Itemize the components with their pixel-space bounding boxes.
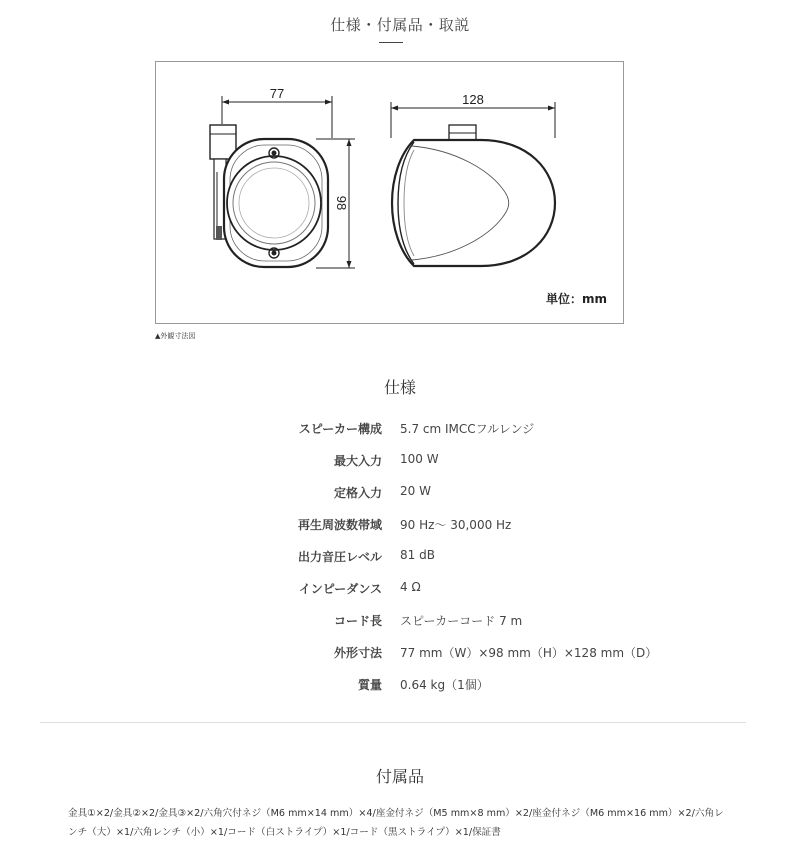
spec-row bbox=[0, 516, 800, 536]
spec-label: スピーカー構成 bbox=[298, 422, 382, 436]
spec-label: 出力音圧レベル bbox=[297, 550, 382, 564]
spec-row bbox=[0, 644, 800, 664]
spec-label: 外形寸法 bbox=[333, 646, 382, 660]
spec-label: 質量 bbox=[357, 678, 382, 692]
spec-value: 90 Hz～ 30,000 Hz bbox=[400, 518, 512, 532]
spec-label: 再生周波数帯域 bbox=[297, 518, 382, 532]
spec-row bbox=[0, 676, 800, 696]
spec-row bbox=[0, 580, 800, 600]
dimension-width-label: 77 bbox=[269, 86, 285, 101]
spec-row bbox=[0, 548, 800, 568]
spec-value: スピーカーコード 7 m bbox=[400, 614, 523, 628]
spec-label: 定格入力 bbox=[333, 486, 382, 500]
front-view bbox=[210, 96, 355, 268]
spec-value: 5.7 cm IMCCフルレンジ bbox=[400, 422, 535, 436]
side-view bbox=[391, 102, 555, 266]
spec-value: 100 W bbox=[400, 452, 439, 466]
dimension-drawing-svg bbox=[156, 62, 623, 323]
spec-value: 77 mm（W）×98 mm（H）×128 mm（D） bbox=[400, 646, 658, 660]
unit-label: 単位：mm bbox=[545, 292, 607, 306]
spec-row bbox=[0, 420, 800, 440]
spec-label: 最大入力 bbox=[333, 454, 382, 468]
spec-label: インピーダンス bbox=[298, 582, 382, 596]
dimension-drawing bbox=[155, 61, 624, 324]
spec-value: 81 dB bbox=[400, 548, 435, 562]
page-title: 仕様・付属品・取説 bbox=[330, 16, 470, 34]
accessories-title: 付属品 bbox=[375, 767, 424, 786]
spec-row bbox=[0, 484, 800, 504]
section-divider bbox=[40, 722, 746, 723]
spec-row bbox=[0, 612, 800, 632]
spec-value: 0.64 kg（1個） bbox=[400, 678, 489, 692]
spec-value: 20 W bbox=[400, 484, 431, 498]
specs-title: 仕様 bbox=[383, 378, 416, 397]
dimension-depth-label: 128 bbox=[462, 92, 484, 107]
spec-value: 4 Ω bbox=[400, 580, 421, 594]
spec-label: コード長 bbox=[333, 614, 382, 628]
figure-caption: ▲外観寸法図 bbox=[155, 332, 196, 340]
spec-row bbox=[0, 452, 800, 472]
accessories-list: 金具①×2/金具②×2/金具③×2/六角穴付ネジ（M6 mm×14 mm）×4/座金付ネジ（M5 mm×8 mm）×2/座金付ネジ（M6 mm×16 mm）×2/六角レンチ（大）×1/六角レンチ（小）×1/コード（白ストライプ）×1/コード（黒ストライプ）×1/保証書 bbox=[68, 808, 724, 838]
dimension-height-label: 98 bbox=[334, 195, 349, 211]
title-underline bbox=[379, 42, 403, 43]
